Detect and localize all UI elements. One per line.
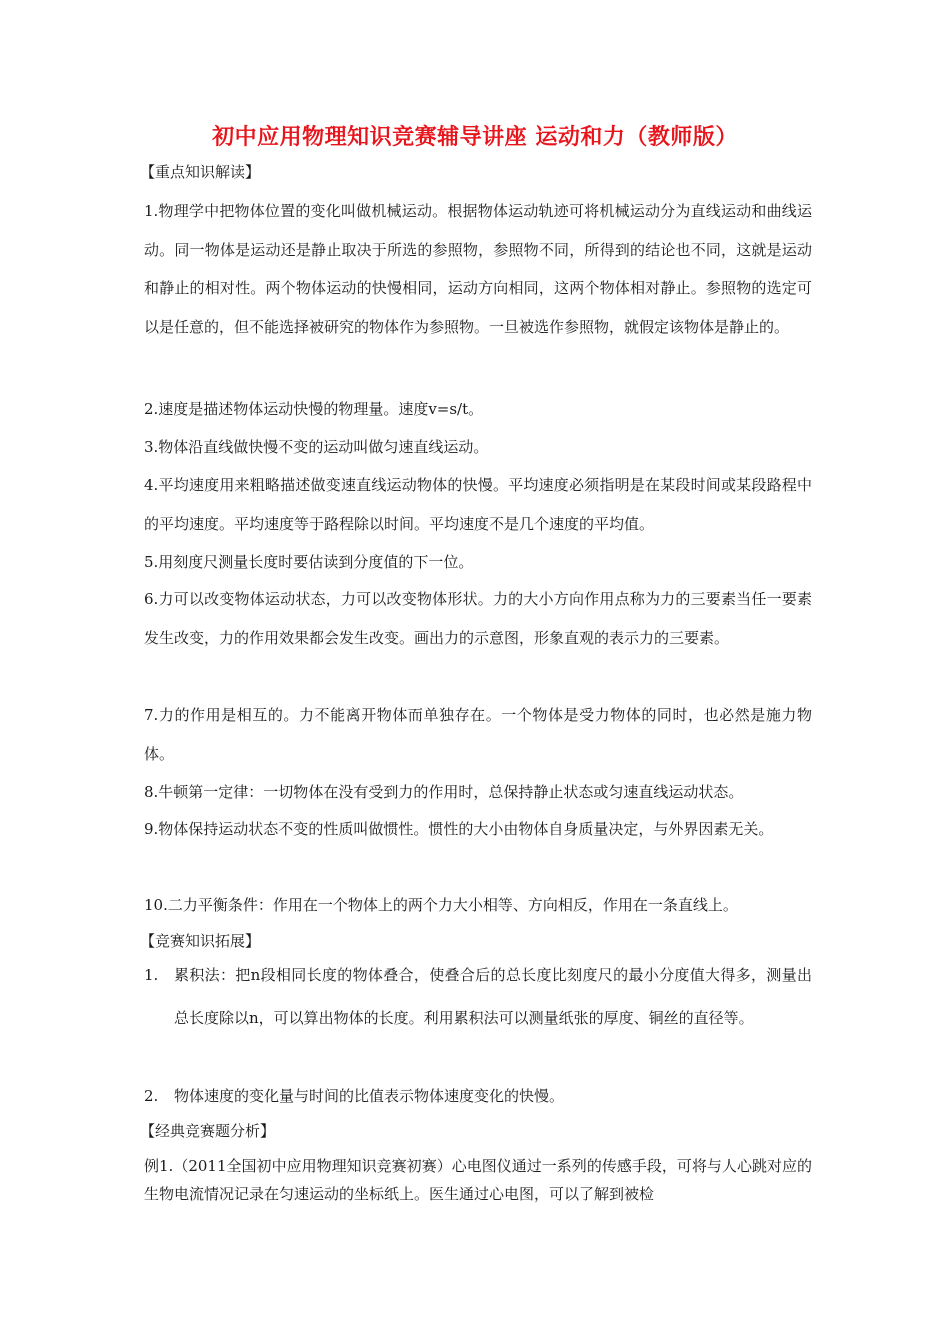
section-heading-key-knowledge: 【重点知识解读】 <box>140 163 261 181</box>
knowledge-point-1: 1.物理学中把物体位置的变化叫做机械运动。根据物体运动轨迹可将机械运动分为直线运动和曲线运动。同一物体是运动还是静止取决于所选的参照物，参照物不同，所得到的结论也不同，这就是运动和静止的相对性。两个物体运动的快慢相同，运动方向相同，这两个物体相对静止。参照物的选定可以是任意的，但不能选择被研究的物体作为参照物。一旦被选作参照物，就假定该物体是静止的。 <box>144 202 812 336</box>
knowledge-point-4: 4.平均速度用来粗略描述做变速直线运动物体的快慢。平均速度必须指明是在某段时间或某段路程中的平均速度。平均速度等于路程除以时间。平均速度不是几个速度的平均值。 <box>144 476 812 533</box>
extension-item-number: 1. <box>144 966 159 984</box>
knowledge-point-8: 8.牛顿第一定律：一切物体在没有受到力的作用时，总保持静止状态或匀速直线运动状态。 <box>144 783 744 801</box>
example-1-text: 例1.（2011全国初中应用物理知识竞赛初赛）心电图仪通过一系列的传感手段，可将与人心跳对应的生物电流情况记录在匀速运动的坐标纸上。医生通过心电图，可以了解到被检 <box>144 1157 812 1203</box>
extension-item-number: 2. <box>144 1087 159 1105</box>
knowledge-point-5: 5.用刻度尺测量长度时要估读到分度值的下一位。 <box>144 553 474 571</box>
knowledge-point-10: 10.二力平衡条件：作用在一个物体上的两个力大小相等、方向相反，作用在一条直线上。 <box>144 896 738 914</box>
knowledge-point-6: 6.力可以改变物体运动状态，力可以改变物体形状。力的大小方向作用点称为力的三要素当任一要素发生改变，力的作用效果都会发生改变。画出力的示意图，形象直观的表示力的三要素。 <box>144 590 812 647</box>
extension-item-1 <box>144 954 812 1040</box>
knowledge-point-9: 9.物体保持运动状态不变的性质叫做惯性。惯性的大小由物体自身质量决定，与外界因素无关。 <box>144 820 774 838</box>
extension-item-text: 累积法：把n段相同长度的物体叠合，使叠合后的总长度比刻度尺的最小分度值大得多，测量出总长度除以n，可以算出物体的长度。利用累积法可以测量纸张的厚度、铜丝的直径等。 <box>174 966 812 1027</box>
document-title: 初中应用物理知识竞赛辅导讲座 运动和力（教师版） <box>212 124 738 150</box>
section-heading-analysis: 【经典竞赛题分析】 <box>140 1122 276 1140</box>
knowledge-point-2: 2.速度是描述物体运动快慢的物理量。速度v=s/t。 <box>144 400 484 418</box>
knowledge-point-3: 3.物体沿直线做快慢不变的运动叫做匀速直线运动。 <box>144 438 489 456</box>
extension-item-text: 物体速度的变化量与时间的比值表示物体速度变化的快慢。 <box>174 1087 565 1105</box>
extension-item-2 <box>144 1075 812 1118</box>
section-heading-extension: 【竞赛知识拓展】 <box>140 932 261 950</box>
knowledge-point-7: 7.力的作用是相互的。力不能离开物体而单独存在。一个物体是受力物体的同时，也必然是施力物体。 <box>144 706 812 763</box>
